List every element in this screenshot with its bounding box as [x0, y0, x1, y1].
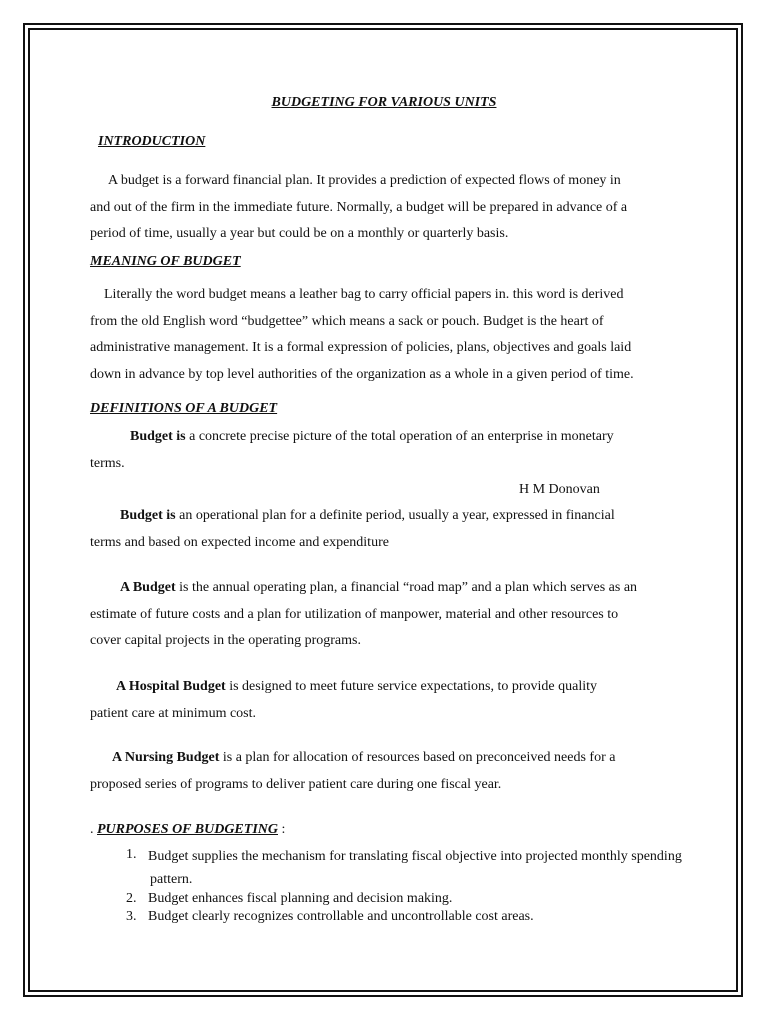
definition-nursing: [90, 745, 690, 798]
definition-text: cover capital projects in the operating programs.: [90, 633, 361, 648]
purposes-list: [90, 846, 682, 926]
purposes-heading: PURPOSES OF BUDGETING: [97, 822, 278, 837]
definition-term: A Nursing Budget: [112, 750, 220, 765]
definition-text: proposed series of programs to deliver patient care during one fiscal year.: [90, 776, 502, 792]
meaning-line: Literally the word budget means a leather bag to carry official papers in. this word is derived: [104, 287, 624, 302]
meaning-paragraph: [90, 282, 690, 388]
list-item: [90, 908, 682, 926]
definition-term: A Budget: [120, 580, 176, 595]
definition-term: Budget is: [120, 508, 176, 523]
meaning-line: from the old English word “budgettee” which means a sack or pouch. Budget is the heart of: [90, 313, 604, 329]
definition-text: estimate of future costs and a plan for utilization of manpower, material and other resources to: [90, 606, 619, 622]
definition-text: is a plan for allocation of resources based on preconceived needs for a: [219, 750, 616, 765]
intro-line: period of time, usually a year but could be on a monthly or quarterly basis.: [90, 226, 509, 241]
definitions-heading: DEFINITIONS OF A BUDGET: [90, 401, 278, 416]
definition-text: a concrete precise picture of the total operation of an enterprise in monetary: [185, 429, 614, 444]
list-item: [90, 890, 682, 908]
definition-donovan: [90, 424, 690, 477]
meaning-line: administrative management. It is a formal expression of policies, plans, objectives and goals laid: [90, 340, 632, 355]
list-item-number: 3.: [126, 909, 137, 924]
list-item-text: Budget enhances fiscal planning and decision making.: [148, 891, 453, 906]
meaning-line: down in advance by top level authorities of the organization as a whole in a given period of time.: [90, 366, 634, 382]
definition-text: terms and based on expected income and expenditure: [90, 534, 389, 550]
list-item: [90, 846, 682, 887]
list-item-text: Budget supplies the mechanism for translating fiscal objective into projected monthly spending: [148, 849, 682, 864]
intro-line: A budget is a forward financial plan. It provides a prediction of expected flows of money in: [108, 173, 621, 188]
list-item-number: 2.: [126, 891, 137, 906]
purposes-prefix: .: [90, 822, 94, 837]
definition-text: patient care at minimum cost.: [90, 705, 257, 721]
list-item-number: 1.: [126, 847, 137, 862]
meaning-heading: MEANING OF BUDGET: [90, 254, 241, 269]
definition-text: terms.: [90, 455, 125, 471]
definition-hospital: [90, 674, 690, 727]
purposes-suffix: :: [281, 822, 286, 837]
intro-heading: INTRODUCTION: [98, 134, 206, 149]
definition-operational: [90, 503, 690, 556]
definition-text: an operational plan for a definite period, usually a year, expressed in financial: [175, 508, 615, 523]
list-item-text: Budget clearly recognizes controllable and uncontrollable cost areas.: [148, 909, 534, 924]
definition-text: is the annual operating plan, a financial “road map” and a plan which serves as an: [175, 580, 638, 595]
document-title: BUDGETING FOR VARIOUS UNITS: [271, 95, 497, 110]
definition-text: is designed to meet future service expectations, to provide quality: [225, 679, 597, 694]
definition-author: H M Donovan: [519, 482, 600, 497]
definition-term: Budget is: [130, 429, 186, 444]
list-item-text: pattern.: [150, 872, 193, 887]
definition-term: A Hospital Budget: [116, 679, 226, 694]
purposes-heading-row: [90, 822, 285, 838]
intro-paragraph: [90, 168, 690, 248]
definition-annual: [90, 575, 690, 655]
intro-line: and out of the firm in the immediate future. Normally, a budget will be prepared in advance of a: [90, 199, 628, 215]
